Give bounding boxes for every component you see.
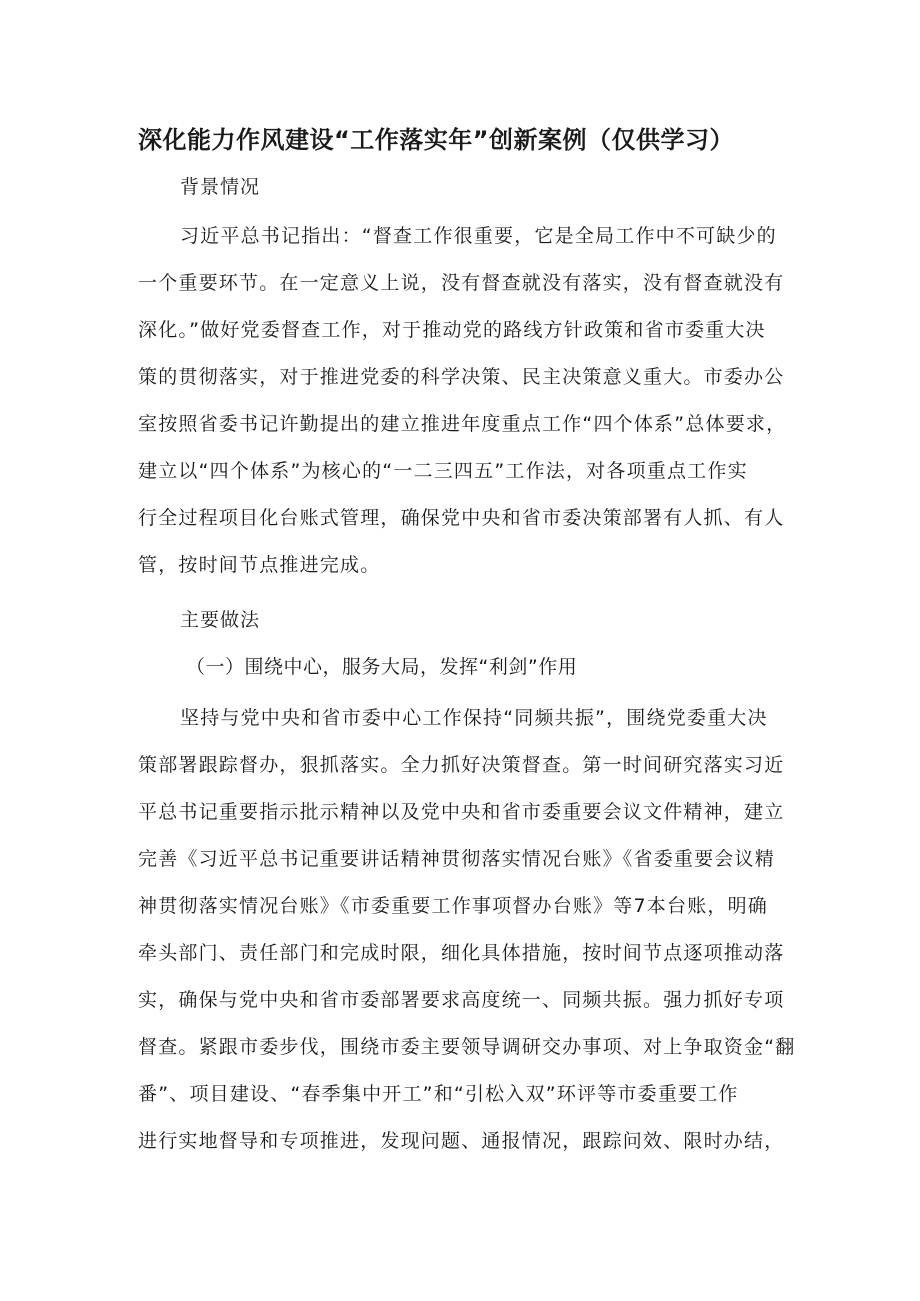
paragraph-line: 神贯彻落实情况台账》《市委重要工作事项督办台账》等7本台账，明确 bbox=[138, 895, 768, 917]
paragraph-line: 完善《习近平总书记重要讲话精神贯彻落实情况台账》《省委重要会议精 bbox=[138, 848, 775, 870]
paragraph-line: 室按照省委书记许勤提出的建立推进年度重点工作“四个体系”总体要求， bbox=[138, 413, 787, 435]
paragraph-line: 番”、项目建设、“春季集中开工”和“引松入双”环评等市委重要工作 bbox=[138, 1083, 739, 1105]
paragraph-line: 管，按时间节点推进完成。 bbox=[138, 554, 381, 576]
paragraph-line: 一个重要环节。在一定意义上说，没有督查就没有落实，没有督查就没有 bbox=[138, 272, 785, 294]
paragraph-line: 行全过程项目化台账式管理，确保党中央和省市委决策部署有人抓、有人 bbox=[138, 507, 785, 529]
paragraph-line: 进行实地督导和专项推进，发现问题、通报情况，跟踪问效、限时办结， bbox=[138, 1130, 785, 1152]
section-heading-methods: 主要做法 bbox=[180, 609, 261, 631]
paragraph-line: 深化。”做好党委督查工作，对于推动党的路线方针政策和省市委重大决 bbox=[138, 319, 766, 341]
paragraph-line: 习近平总书记指出：“督查工作很重要，它是全局工作中不可缺少的 bbox=[180, 225, 777, 247]
paragraph-line: 建立以“四个体系”为核心的“一二三四五”工作法，对各项重点工作实 bbox=[138, 460, 748, 482]
paragraph-line: 策部署跟踪督办，狠抓落实。全力抓好决策督查。第一时间研究落实习近 bbox=[138, 754, 785, 776]
paragraph-line: 实，确保与党中央和省市委部署要求高度统一、同频共振。强力抓好专项 bbox=[138, 989, 785, 1011]
paragraph-line: 平总书记重要指示批示精神以及党中央和省市委重要会议文件精神，建立 bbox=[138, 801, 785, 823]
document-title: 深化能力作风建设“工作落实年”创新案例（仅供学习） bbox=[138, 126, 735, 154]
subsection-heading: （一）围绕中心，服务大局，发挥“利剑”作用 bbox=[186, 656, 578, 678]
paragraph-line: 牵头部门、责任部门和完成时限，细化具体措施，按时间节点逐项推动落 bbox=[138, 942, 785, 964]
paragraph-line: 督查。紧跟市委步伐，围绕市委主要领导调研交办事项、对上争取资金“翻 bbox=[138, 1036, 796, 1058]
paragraph-line: 策的贯彻落实，对于推进党委的科学决策、民主决策意义重大。市委办公 bbox=[138, 366, 785, 388]
paragraph-line: 坚持与党中央和省市委中心工作保持“同频共振”，围绕党委重大决 bbox=[180, 707, 768, 729]
section-heading-background: 背景情况 bbox=[180, 176, 261, 198]
